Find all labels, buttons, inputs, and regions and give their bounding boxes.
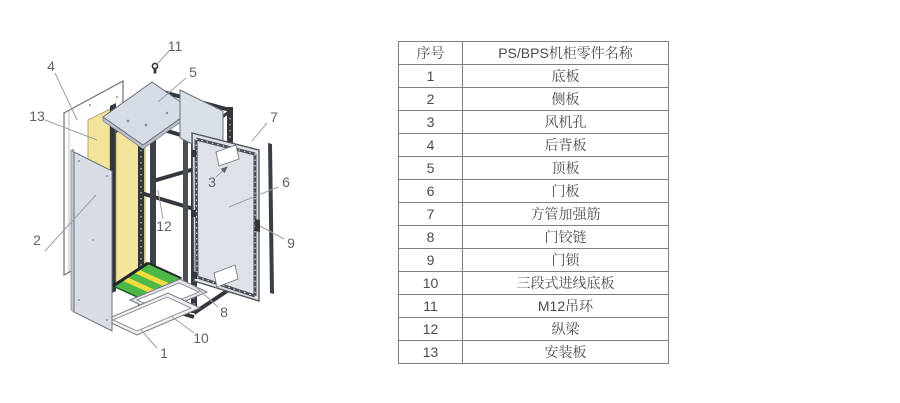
part-number: 10 (399, 272, 463, 295)
header-part-name: PS/BPS机柜零件名称 (463, 42, 669, 65)
table-row (399, 65, 669, 88)
side-panel (71, 150, 112, 331)
table-header-row (399, 42, 669, 65)
table-row (399, 111, 669, 134)
lifting-ring (152, 63, 157, 73)
table-row (399, 203, 669, 226)
callout-7: 7 (270, 109, 278, 125)
table-row (399, 272, 669, 295)
cabinet-exploded-diagram (0, 0, 390, 403)
part-number: 8 (399, 226, 463, 249)
callout-6: 6 (282, 174, 290, 190)
table-row (399, 249, 669, 272)
part-number: 12 (399, 318, 463, 341)
callout-9: 9 (287, 235, 295, 251)
part-number: 11 (399, 295, 463, 318)
callout-12: 12 (156, 218, 172, 234)
part-name: 三段式进线底板 (463, 272, 669, 295)
part-number: 9 (399, 249, 463, 272)
part-name: 门板 (463, 180, 669, 203)
part-name: M12吊环 (463, 295, 669, 318)
callout-5: 5 (189, 64, 197, 80)
part-name: 方管加强筋 (463, 203, 669, 226)
part-number: 4 (399, 134, 463, 157)
part-name: 安装板 (463, 341, 669, 364)
table-row (399, 226, 669, 249)
callout-10: 10 (193, 330, 209, 346)
part-number: 5 (399, 157, 463, 180)
table-row (399, 88, 669, 111)
part-name: 门锁 (463, 249, 669, 272)
part-number: 3 (399, 111, 463, 134)
part-name: 侧板 (463, 88, 669, 111)
part-name: 风机孔 (463, 111, 669, 134)
part-number: 1 (399, 65, 463, 88)
diagram-svg (0, 0, 390, 403)
callout-4: 4 (47, 58, 55, 74)
parts-table (398, 41, 669, 364)
table-row (399, 318, 669, 341)
part-name: 纵梁 (463, 318, 669, 341)
door-panel (192, 133, 260, 301)
part-name: 顶板 (463, 157, 669, 180)
table-row (399, 180, 669, 203)
callout-13: 13 (29, 108, 45, 124)
part-name: 后背板 (463, 134, 669, 157)
table-row (399, 295, 669, 318)
part-number: 13 (399, 341, 463, 364)
callout-2: 2 (33, 232, 41, 248)
table-row (399, 157, 669, 180)
part-name: 门铰链 (463, 226, 669, 249)
part-number: 7 (399, 203, 463, 226)
door-lock (255, 219, 260, 232)
table-row (399, 341, 669, 364)
part-name: 底板 (463, 65, 669, 88)
header-serial: 序号 (399, 42, 463, 65)
callout-3: 3 (208, 174, 216, 190)
callout-1: 1 (160, 345, 168, 361)
table-row (399, 134, 669, 157)
square-tube-reinforcement (268, 143, 274, 294)
part-number: 2 (399, 88, 463, 111)
callout-11: 11 (167, 38, 183, 54)
callout-8: 8 (220, 304, 228, 320)
part-number: 6 (399, 180, 463, 203)
